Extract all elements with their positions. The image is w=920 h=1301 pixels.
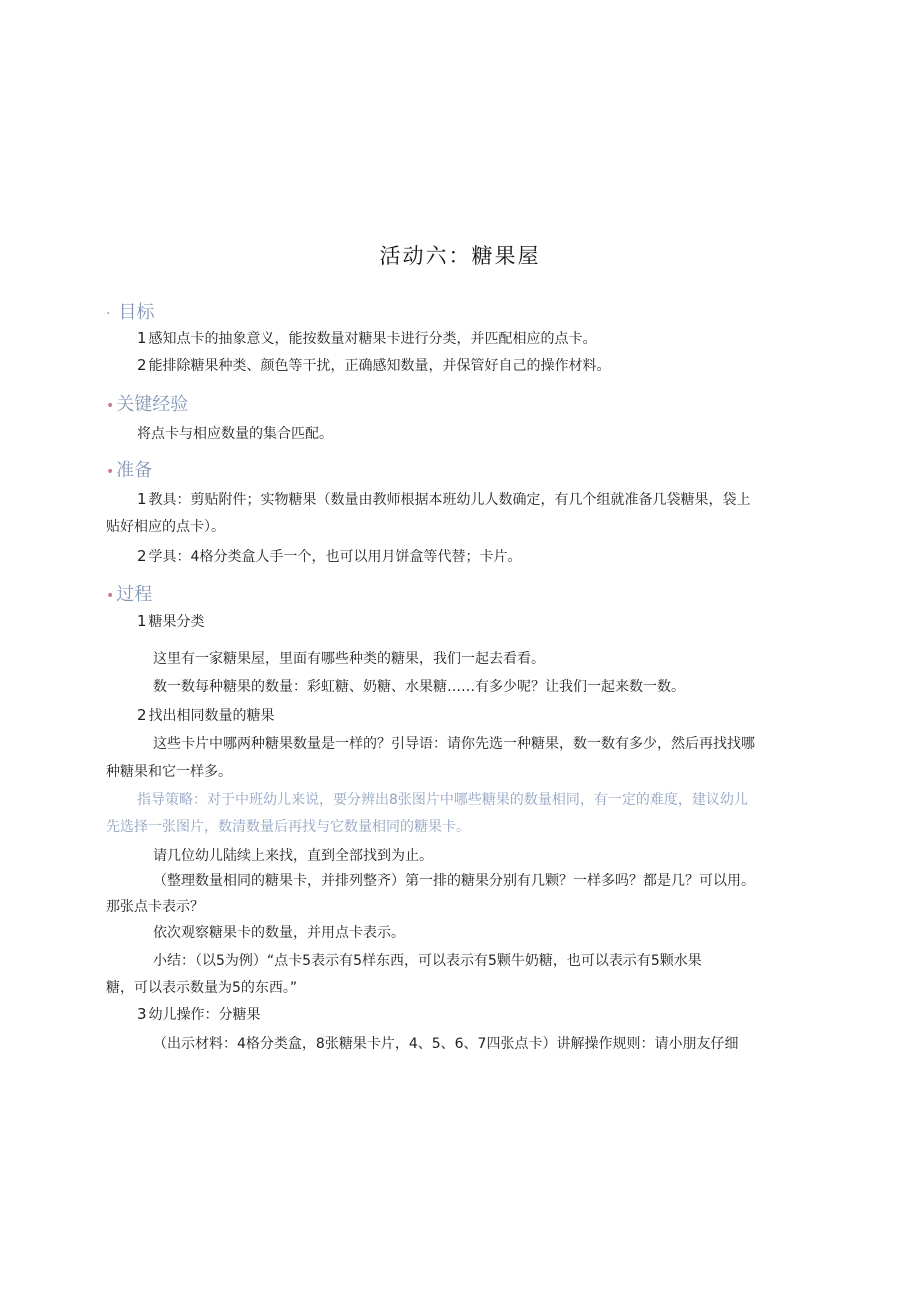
process-step-2-p3: （整理数量相同的糖果卡，并排列整齐）第一排的糖果分别有几颗？一样多吗？都是几？可以用。 (153, 873, 755, 889)
strategy-note: 指导策略：对于中班幼儿来说，要分辨出8张图片中哪些糖果的数量相同，有一定的难度，建议幼儿 (137, 792, 748, 808)
section-heading-process: • 过程 (106, 584, 153, 605)
preparation-item-1-cont: 贴好相应的点卡）。 (106, 519, 225, 535)
process-step-1-title: 1 糖果分类 (137, 612, 205, 630)
strategy-note-cont: 先选择一张图片，数清数量后再找与它数量相同的糖果卡。 (106, 819, 470, 835)
section-heading-goals: · 目标 (106, 302, 155, 323)
section-heading-preparation: • 准备 (106, 460, 153, 481)
process-step-2-summary: 小结：（以5为例）“点卡5表示有5样东西，可以表示有5颗牛奶糖，也可以表示有5颗水果 (153, 953, 702, 969)
bullet-icon: • (106, 588, 115, 604)
process-step-2-p1-cont: 种糖果和它一样多。 (106, 764, 232, 780)
process-step-2-p4: 依次观察糖果卡的数量，并用点卡表示。 (153, 925, 405, 941)
process-step-2-summary-cont: 糖，可以表示数量为5的东西。” (106, 980, 298, 996)
process-step-2-p1: 这些卡片中哪两种糖果数量是一样的？引导语：请你先选一种糖果，数一数有多少，然后再找找哪 (153, 736, 755, 752)
process-step-1-line-1: 这里有一家糖果屋，里面有哪些种类的糖果，我们一起去看看。 (153, 651, 545, 667)
bullet-icon: · (106, 306, 111, 322)
section-heading-key-experience: • 关键经验 (106, 394, 189, 415)
process-step-1-line-2: 数一数每种糖果的数量：彩虹糖、奶糖、水果糖……有多少呢？让我们一起来数一数。 (153, 679, 685, 695)
key-experience-text: 将点卡与相应数量的集合匹配。 (137, 426, 333, 442)
preparation-item-1: 1 教具：剪贴附件；实物糖果（数量由教师根据本班幼儿人数确定，有几个组就准备几袋糖果，袋上 (137, 490, 751, 508)
process-step-2-title: 2 找出相同数量的糖果 (137, 706, 275, 724)
process-step-2-p3-cont: 那张点卡表示？ (106, 899, 204, 915)
page-title: 活动六：糖果屋 (379, 244, 541, 268)
process-step-3-line-1: （出示材料：4格分类盒，8张糖果卡片，4、5、6、7四张点卡）讲解操作规则：请小朋友仔细 (153, 1036, 739, 1052)
bullet-icon: • (106, 398, 115, 414)
goal-item-2: 2 能排除糖果种类、颜色等干扰，正确感知数量，并保管好自己的操作材料。 (137, 356, 611, 374)
process-step-3-title: 3 幼儿操作：分糖果 (137, 1005, 261, 1023)
bullet-icon: • (106, 464, 115, 480)
preparation-item-2: 2 学具：4格分类盒人手一个，也可以用月饼盒等代替；卡片。 (137, 547, 522, 565)
goal-item-1: 1 感知点卡的抽象意义，能按数量对糖果卡进行分类，并匹配相应的点卡。 (137, 329, 597, 347)
process-step-2-p2: 请几位幼儿陆续上来找，直到全部找到为止。 (153, 848, 433, 864)
